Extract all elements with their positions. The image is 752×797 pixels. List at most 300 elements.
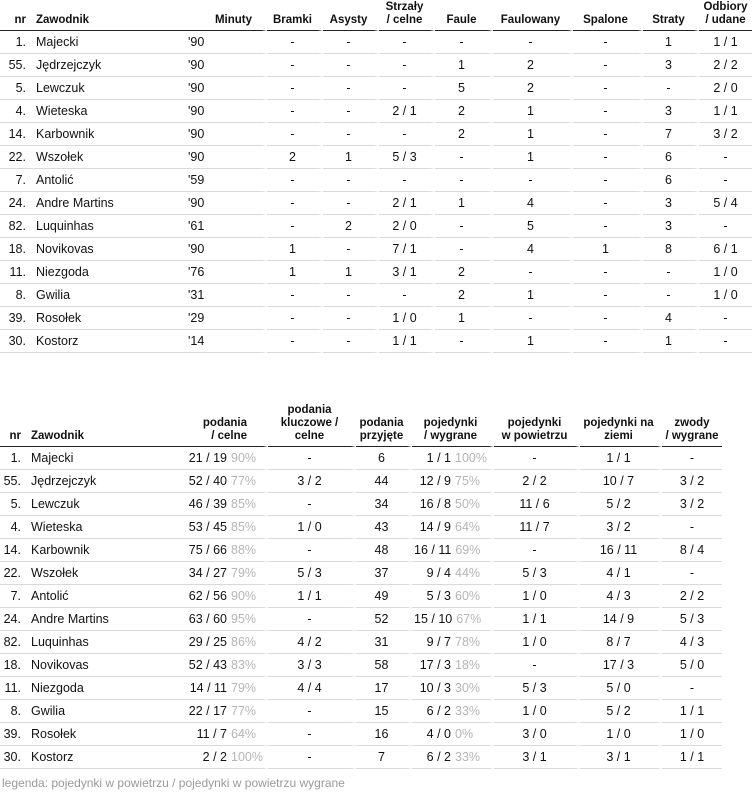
- player-name: Rosołek: [32, 307, 182, 330]
- fouled-cell: 4: [493, 192, 573, 215]
- player-name: Wszołek: [32, 146, 182, 169]
- dribbles-cell: 4 / 3: [662, 631, 722, 654]
- dribbles-cell: 1 / 1: [662, 700, 722, 723]
- passes-value: 11 / 7: [196, 727, 227, 741]
- player-number: 55.: [0, 470, 27, 493]
- player-name: Lewczuk: [27, 493, 180, 516]
- dribbles-cell: 3 / 2: [662, 470, 722, 493]
- assists-cell: -: [323, 77, 379, 100]
- duels-cell: [412, 677, 494, 700]
- passes-cell: [180, 654, 268, 677]
- goals-cell: -: [267, 77, 323, 100]
- ground-duels-cell: 16 / 11: [580, 539, 662, 562]
- minutes-cell: '90: [182, 123, 267, 146]
- player-number: 39.: [0, 307, 32, 330]
- ground-duels-cell: 3 / 2: [580, 516, 662, 539]
- shots-cell: 2 / 0: [379, 215, 435, 238]
- player-number: 7.: [0, 169, 32, 192]
- received-cell: 58: [356, 654, 412, 677]
- fouls-cell: -: [435, 215, 493, 238]
- player-name: Wieteska: [32, 100, 182, 123]
- offside-cell: -: [573, 215, 643, 238]
- dribbles-cell: -: [662, 516, 722, 539]
- table-row: [0, 77, 752, 100]
- player-name: Luquinhas: [27, 631, 180, 654]
- table-row: [0, 493, 722, 516]
- duels-percent: 0%: [455, 727, 474, 741]
- goals-cell: 1: [267, 261, 323, 284]
- dribbles-cell: 1 / 0: [662, 723, 722, 746]
- player-name: Gwilia: [32, 284, 182, 307]
- col-nr: nr: [0, 1, 32, 31]
- fouls-cell: 2: [435, 261, 493, 284]
- offside-cell: -: [573, 192, 643, 215]
- duels-cell: [412, 562, 494, 585]
- passes-cell: [180, 746, 268, 769]
- assists-cell: -: [323, 330, 379, 353]
- received-cell: 44: [356, 470, 412, 493]
- player-number: 11.: [0, 261, 32, 284]
- shots-cell: -: [379, 123, 435, 146]
- fouls-cell: 1: [435, 54, 493, 77]
- fouls-cell: -: [435, 238, 493, 261]
- table-row: [0, 192, 752, 215]
- minutes-cell: '76: [182, 261, 267, 284]
- col-key-passes: podania kluczowe / celne: [268, 404, 356, 447]
- received-cell: 15: [356, 700, 412, 723]
- received-cell: 48: [356, 539, 412, 562]
- key-passes-cell: 3 / 3: [268, 654, 356, 677]
- assists-cell: -: [323, 169, 379, 192]
- duels-cell: [412, 746, 494, 769]
- passes-cell: [180, 700, 268, 723]
- offside-cell: -: [573, 284, 643, 307]
- col-shots: Strzały / celne: [379, 1, 435, 31]
- duels-percent: 44%: [455, 566, 481, 580]
- recoveries-cell: 3 / 2: [699, 123, 752, 146]
- duels-percent: 60%: [455, 589, 481, 603]
- player-number: 8.: [0, 284, 32, 307]
- table-row: [0, 307, 752, 330]
- recoveries-cell: 5 / 4: [699, 192, 752, 215]
- player-name: Rosołek: [27, 723, 180, 746]
- duels-cell: [412, 608, 494, 631]
- received-cell: 52: [356, 608, 412, 631]
- recoveries-cell: 1 / 0: [699, 261, 752, 284]
- shots-cell: 7 / 1: [379, 238, 435, 261]
- ground-duels-cell: 1 / 1: [580, 447, 662, 470]
- player-number: 5.: [0, 493, 27, 516]
- duels-percent: 78%: [455, 635, 481, 649]
- passes-percent: 79%: [231, 681, 257, 695]
- ground-duels-cell: 17 / 3: [580, 654, 662, 677]
- passes-value: 63 / 60: [188, 612, 227, 626]
- goals-cell: -: [267, 215, 323, 238]
- player-name: Luquinhas: [32, 215, 182, 238]
- received-cell: 37: [356, 562, 412, 585]
- assists-cell: 2: [323, 215, 379, 238]
- ground-duels-cell: 10 / 7: [580, 470, 662, 493]
- passes-percent: 79%: [231, 566, 257, 580]
- air-duels-cell: 11 / 6: [494, 493, 580, 516]
- offside-cell: -: [573, 54, 643, 77]
- passes-value: 21 / 19: [188, 451, 227, 465]
- table-row: [0, 123, 752, 146]
- table-row: [0, 169, 752, 192]
- goals-cell: -: [267, 192, 323, 215]
- losses-cell: 1: [643, 330, 699, 353]
- fouled-cell: 2: [493, 54, 573, 77]
- passes-percent: 64%: [231, 727, 257, 741]
- assists-cell: -: [323, 123, 379, 146]
- assists-cell: 1: [323, 261, 379, 284]
- passes-percent: 85%: [231, 520, 257, 534]
- dribbles-cell: 3 / 2: [662, 493, 722, 516]
- table-header-row: [0, 404, 722, 447]
- player-number: 11.: [0, 677, 27, 700]
- ground-duels-cell: 5 / 0: [580, 677, 662, 700]
- duels-percent: 33%: [455, 750, 481, 764]
- goals-cell: 1: [267, 238, 323, 261]
- goals-cell: -: [267, 284, 323, 307]
- fouled-cell: -: [493, 307, 573, 330]
- duels-cell: [412, 470, 494, 493]
- dribbles-cell: 5 / 0: [662, 654, 722, 677]
- key-passes-cell: -: [268, 723, 356, 746]
- ground-duels-cell: 5 / 2: [580, 493, 662, 516]
- duels-cell: [412, 493, 494, 516]
- fouled-cell: 1: [493, 146, 573, 169]
- col-offside: Spalone: [573, 1, 643, 31]
- duels-value: 16 / 11: [414, 543, 452, 557]
- fouls-cell: 5: [435, 77, 493, 100]
- fouled-cell: 4: [493, 238, 573, 261]
- assists-cell: -: [323, 54, 379, 77]
- recoveries-cell: 6 / 1: [699, 238, 752, 261]
- table-row: [0, 654, 722, 677]
- player-name: Novikovas: [32, 238, 182, 261]
- table-row: [0, 284, 752, 307]
- dribbles-cell: 2 / 2: [662, 585, 722, 608]
- duels-value: 17 / 3: [419, 658, 451, 672]
- key-passes-cell: 5 / 3: [268, 562, 356, 585]
- col-name: Zawodnik: [32, 1, 182, 31]
- losses-cell: 7: [643, 123, 699, 146]
- minutes-cell: '61: [182, 215, 267, 238]
- table-row: [0, 585, 722, 608]
- minutes-cell: '59: [182, 169, 267, 192]
- player-name: Antolić: [32, 169, 182, 192]
- player-number: 24.: [0, 192, 32, 215]
- player-number: 4.: [0, 516, 27, 539]
- fouled-cell: 2: [493, 77, 573, 100]
- player-number: 22.: [0, 562, 27, 585]
- player-name: Majecki: [27, 447, 180, 470]
- fouls-cell: -: [435, 330, 493, 353]
- losses-cell: 6: [643, 169, 699, 192]
- key-passes-cell: 4 / 4: [268, 677, 356, 700]
- losses-cell: 1: [643, 31, 699, 54]
- passes-cell: [180, 516, 268, 539]
- col-name: Zawodnik: [27, 404, 180, 447]
- duels-cell: [412, 585, 494, 608]
- fouled-cell: 1: [493, 123, 573, 146]
- duels-value: 15 / 10: [414, 612, 453, 626]
- recoveries-cell: -: [699, 215, 752, 238]
- key-passes-cell: 1 / 1: [268, 585, 356, 608]
- col-nr: nr: [0, 404, 27, 447]
- minutes-cell: '90: [182, 192, 267, 215]
- duels-percent: 67%: [456, 612, 482, 626]
- air-duels-cell: 1 / 0: [494, 631, 580, 654]
- offside-cell: -: [573, 169, 643, 192]
- table-row: [0, 562, 722, 585]
- received-cell: 31: [356, 631, 412, 654]
- table-row: [0, 146, 752, 169]
- fouls-cell: 1: [435, 307, 493, 330]
- player-name: Niezgoda: [27, 677, 180, 700]
- losses-cell: 3: [643, 192, 699, 215]
- recoveries-cell: 2 / 0: [699, 77, 752, 100]
- col-minutes: Minuty: [182, 1, 267, 31]
- assists-cell: -: [323, 284, 379, 307]
- passes-percent: 90%: [231, 589, 257, 603]
- table-row: [0, 677, 722, 700]
- duels-value: 6 / 2: [426, 704, 451, 718]
- duels-value: 9 / 7: [426, 635, 451, 649]
- duels-cell: [412, 539, 494, 562]
- ground-duels-cell: 8 / 7: [580, 631, 662, 654]
- fouled-cell: 5: [493, 215, 573, 238]
- offside-cell: -: [573, 330, 643, 353]
- player-number: 14.: [0, 123, 32, 146]
- offside-cell: -: [573, 100, 643, 123]
- recoveries-cell: 1 / 0: [699, 284, 752, 307]
- player-name: Andre Martins: [32, 192, 182, 215]
- dribbles-cell: -: [662, 447, 722, 470]
- offside-cell: -: [573, 307, 643, 330]
- player-number: 18.: [0, 654, 27, 677]
- goals-cell: -: [267, 169, 323, 192]
- player-number: 8.: [0, 700, 27, 723]
- col-fouls: Faule: [435, 1, 493, 31]
- assists-cell: -: [323, 31, 379, 54]
- key-passes-cell: 1 / 0: [268, 516, 356, 539]
- table-row: [0, 54, 752, 77]
- duels-percent: 69%: [455, 543, 481, 557]
- table-row: [0, 470, 722, 493]
- air-duels-cell: 1 / 0: [494, 585, 580, 608]
- received-cell: 7: [356, 746, 412, 769]
- shots-cell: -: [379, 77, 435, 100]
- key-passes-cell: 4 / 2: [268, 631, 356, 654]
- table-row: [0, 608, 722, 631]
- recoveries-cell: -: [699, 330, 752, 353]
- passes-percent: 85%: [231, 497, 257, 511]
- player-number: 5.: [0, 77, 32, 100]
- dribbles-cell: -: [662, 562, 722, 585]
- passes-cell: [180, 447, 268, 470]
- key-passes-cell: -: [268, 539, 356, 562]
- passes-cell: [180, 631, 268, 654]
- fouled-cell: 1: [493, 100, 573, 123]
- recoveries-cell: -: [699, 169, 752, 192]
- passes-value: 46 / 39: [188, 497, 227, 511]
- duels-value: 14 / 9: [419, 520, 451, 534]
- player-name: Jędrzejczyk: [32, 54, 182, 77]
- duels-value: 9 / 4: [426, 566, 451, 580]
- passes-cell: [180, 539, 268, 562]
- player-number: 24.: [0, 608, 27, 631]
- col-goals: Bramki: [267, 1, 323, 31]
- air-duels-cell: 1 / 1: [494, 608, 580, 631]
- table-row: [0, 330, 752, 353]
- air-duels-cell: -: [494, 447, 580, 470]
- losses-cell: 6: [643, 146, 699, 169]
- fouls-cell: 2: [435, 100, 493, 123]
- passes-percent: 86%: [231, 635, 257, 649]
- passing-duels-table: [0, 404, 722, 769]
- table-row: [0, 539, 722, 562]
- air-duels-cell: -: [494, 654, 580, 677]
- minutes-cell: '90: [182, 238, 267, 261]
- duels-percent: 64%: [455, 520, 481, 534]
- duels-cell: [412, 631, 494, 654]
- passes-percent: 100%: [231, 750, 263, 764]
- ground-duels-cell: 1 / 0: [580, 723, 662, 746]
- losses-cell: 3: [643, 215, 699, 238]
- goals-cell: -: [267, 54, 323, 77]
- fouled-cell: -: [493, 31, 573, 54]
- shots-cell: -: [379, 169, 435, 192]
- passes-percent: 77%: [231, 704, 257, 718]
- losses-cell: -: [643, 77, 699, 100]
- passes-value: 52 / 40: [188, 474, 227, 488]
- duels-value: 10 / 3: [419, 681, 451, 695]
- losses-cell: 4: [643, 307, 699, 330]
- assists-cell: 1: [323, 146, 379, 169]
- ground-duels-cell: 4 / 1: [580, 562, 662, 585]
- key-passes-cell: -: [268, 746, 356, 769]
- passes-percent: 95%: [231, 612, 257, 626]
- shots-cell: 3 / 1: [379, 261, 435, 284]
- player-name: Andre Martins: [27, 608, 180, 631]
- player-number: 55.: [0, 54, 32, 77]
- goals-cell: -: [267, 123, 323, 146]
- player-name: Lewczuk: [32, 77, 182, 100]
- duels-value: 5 / 3: [426, 589, 451, 603]
- player-number: 7.: [0, 585, 27, 608]
- key-passes-cell: -: [268, 608, 356, 631]
- player-name: Wszołek: [27, 562, 180, 585]
- passes-percent: 90%: [231, 451, 257, 465]
- player-name: Antolić: [27, 585, 180, 608]
- player-number: 82.: [0, 631, 27, 654]
- losses-cell: 3: [643, 54, 699, 77]
- passes-value: 14 / 11: [189, 681, 227, 695]
- losses-cell: -: [643, 284, 699, 307]
- table-row: [0, 631, 722, 654]
- fouls-cell: 2: [435, 284, 493, 307]
- air-duels-cell: -: [494, 539, 580, 562]
- received-cell: 49: [356, 585, 412, 608]
- received-cell: 17: [356, 677, 412, 700]
- offside-cell: -: [573, 31, 643, 54]
- dribbles-cell: 1 / 1: [662, 746, 722, 769]
- shots-cell: -: [379, 54, 435, 77]
- passes-value: 22 / 17: [188, 704, 227, 718]
- goals-cell: -: [267, 100, 323, 123]
- key-passes-cell: -: [268, 493, 356, 516]
- recoveries-cell: 1 / 1: [699, 31, 752, 54]
- col-dribbles: zwody / wygrane: [662, 404, 722, 447]
- passes-cell: [180, 585, 268, 608]
- player-number: 39.: [0, 723, 27, 746]
- recoveries-cell: -: [699, 146, 752, 169]
- player-name: Majecki: [32, 31, 182, 54]
- assists-cell: -: [323, 192, 379, 215]
- shots-cell: 2 / 1: [379, 192, 435, 215]
- col-passes: podania / celne: [180, 404, 268, 447]
- player-number: 14.: [0, 539, 27, 562]
- duels-value: 4 / 0: [426, 727, 451, 741]
- passes-cell: [180, 493, 268, 516]
- goals-cell: -: [267, 330, 323, 353]
- assists-cell: -: [323, 100, 379, 123]
- recoveries-cell: -: [699, 307, 752, 330]
- table-row: [0, 700, 722, 723]
- player-name: Kostorz: [27, 746, 180, 769]
- col-fouled: Faulowany: [493, 1, 573, 31]
- player-name: Novikovas: [27, 654, 180, 677]
- duels-percent: 33%: [455, 704, 481, 718]
- minutes-cell: '31: [182, 284, 267, 307]
- player-name: Gwilia: [27, 700, 180, 723]
- col-ground-duels: pojedynki na ziemi: [580, 404, 662, 447]
- ground-duels-cell: 14 / 9: [580, 608, 662, 631]
- received-cell: 6: [356, 447, 412, 470]
- minutes-cell: '90: [182, 100, 267, 123]
- duels-value: 1 / 1: [426, 451, 451, 465]
- col-assists: Asysty: [323, 1, 379, 31]
- dribbles-cell: 8 / 4: [662, 539, 722, 562]
- col-losses: Straty: [643, 1, 699, 31]
- player-number: 18.: [0, 238, 32, 261]
- duels-percent: 100%: [455, 451, 487, 465]
- fouls-cell: -: [435, 169, 493, 192]
- offside-cell: 1: [573, 238, 643, 261]
- minutes-cell: '90: [182, 146, 267, 169]
- air-duels-cell: 2 / 2: [494, 470, 580, 493]
- passes-value: 2 / 2: [202, 750, 227, 764]
- shots-cell: -: [379, 31, 435, 54]
- ground-duels-cell: 5 / 2: [580, 700, 662, 723]
- col-received: podania przyjęte: [356, 404, 412, 447]
- table-header-row: [0, 1, 752, 31]
- col-duels: pojedynki / wygrane: [412, 404, 494, 447]
- passes-value: 75 / 66: [188, 543, 227, 557]
- table-row: [0, 516, 722, 539]
- player-name: Kostorz: [32, 330, 182, 353]
- passes-value: 34 / 27: [188, 566, 227, 580]
- table-row: [0, 31, 752, 54]
- minutes-cell: '90: [182, 54, 267, 77]
- air-duels-cell: 3 / 0: [494, 723, 580, 746]
- assists-cell: -: [323, 238, 379, 261]
- table-row: [0, 100, 752, 123]
- air-duels-cell: 5 / 3: [494, 677, 580, 700]
- goals-cell: 2: [267, 146, 323, 169]
